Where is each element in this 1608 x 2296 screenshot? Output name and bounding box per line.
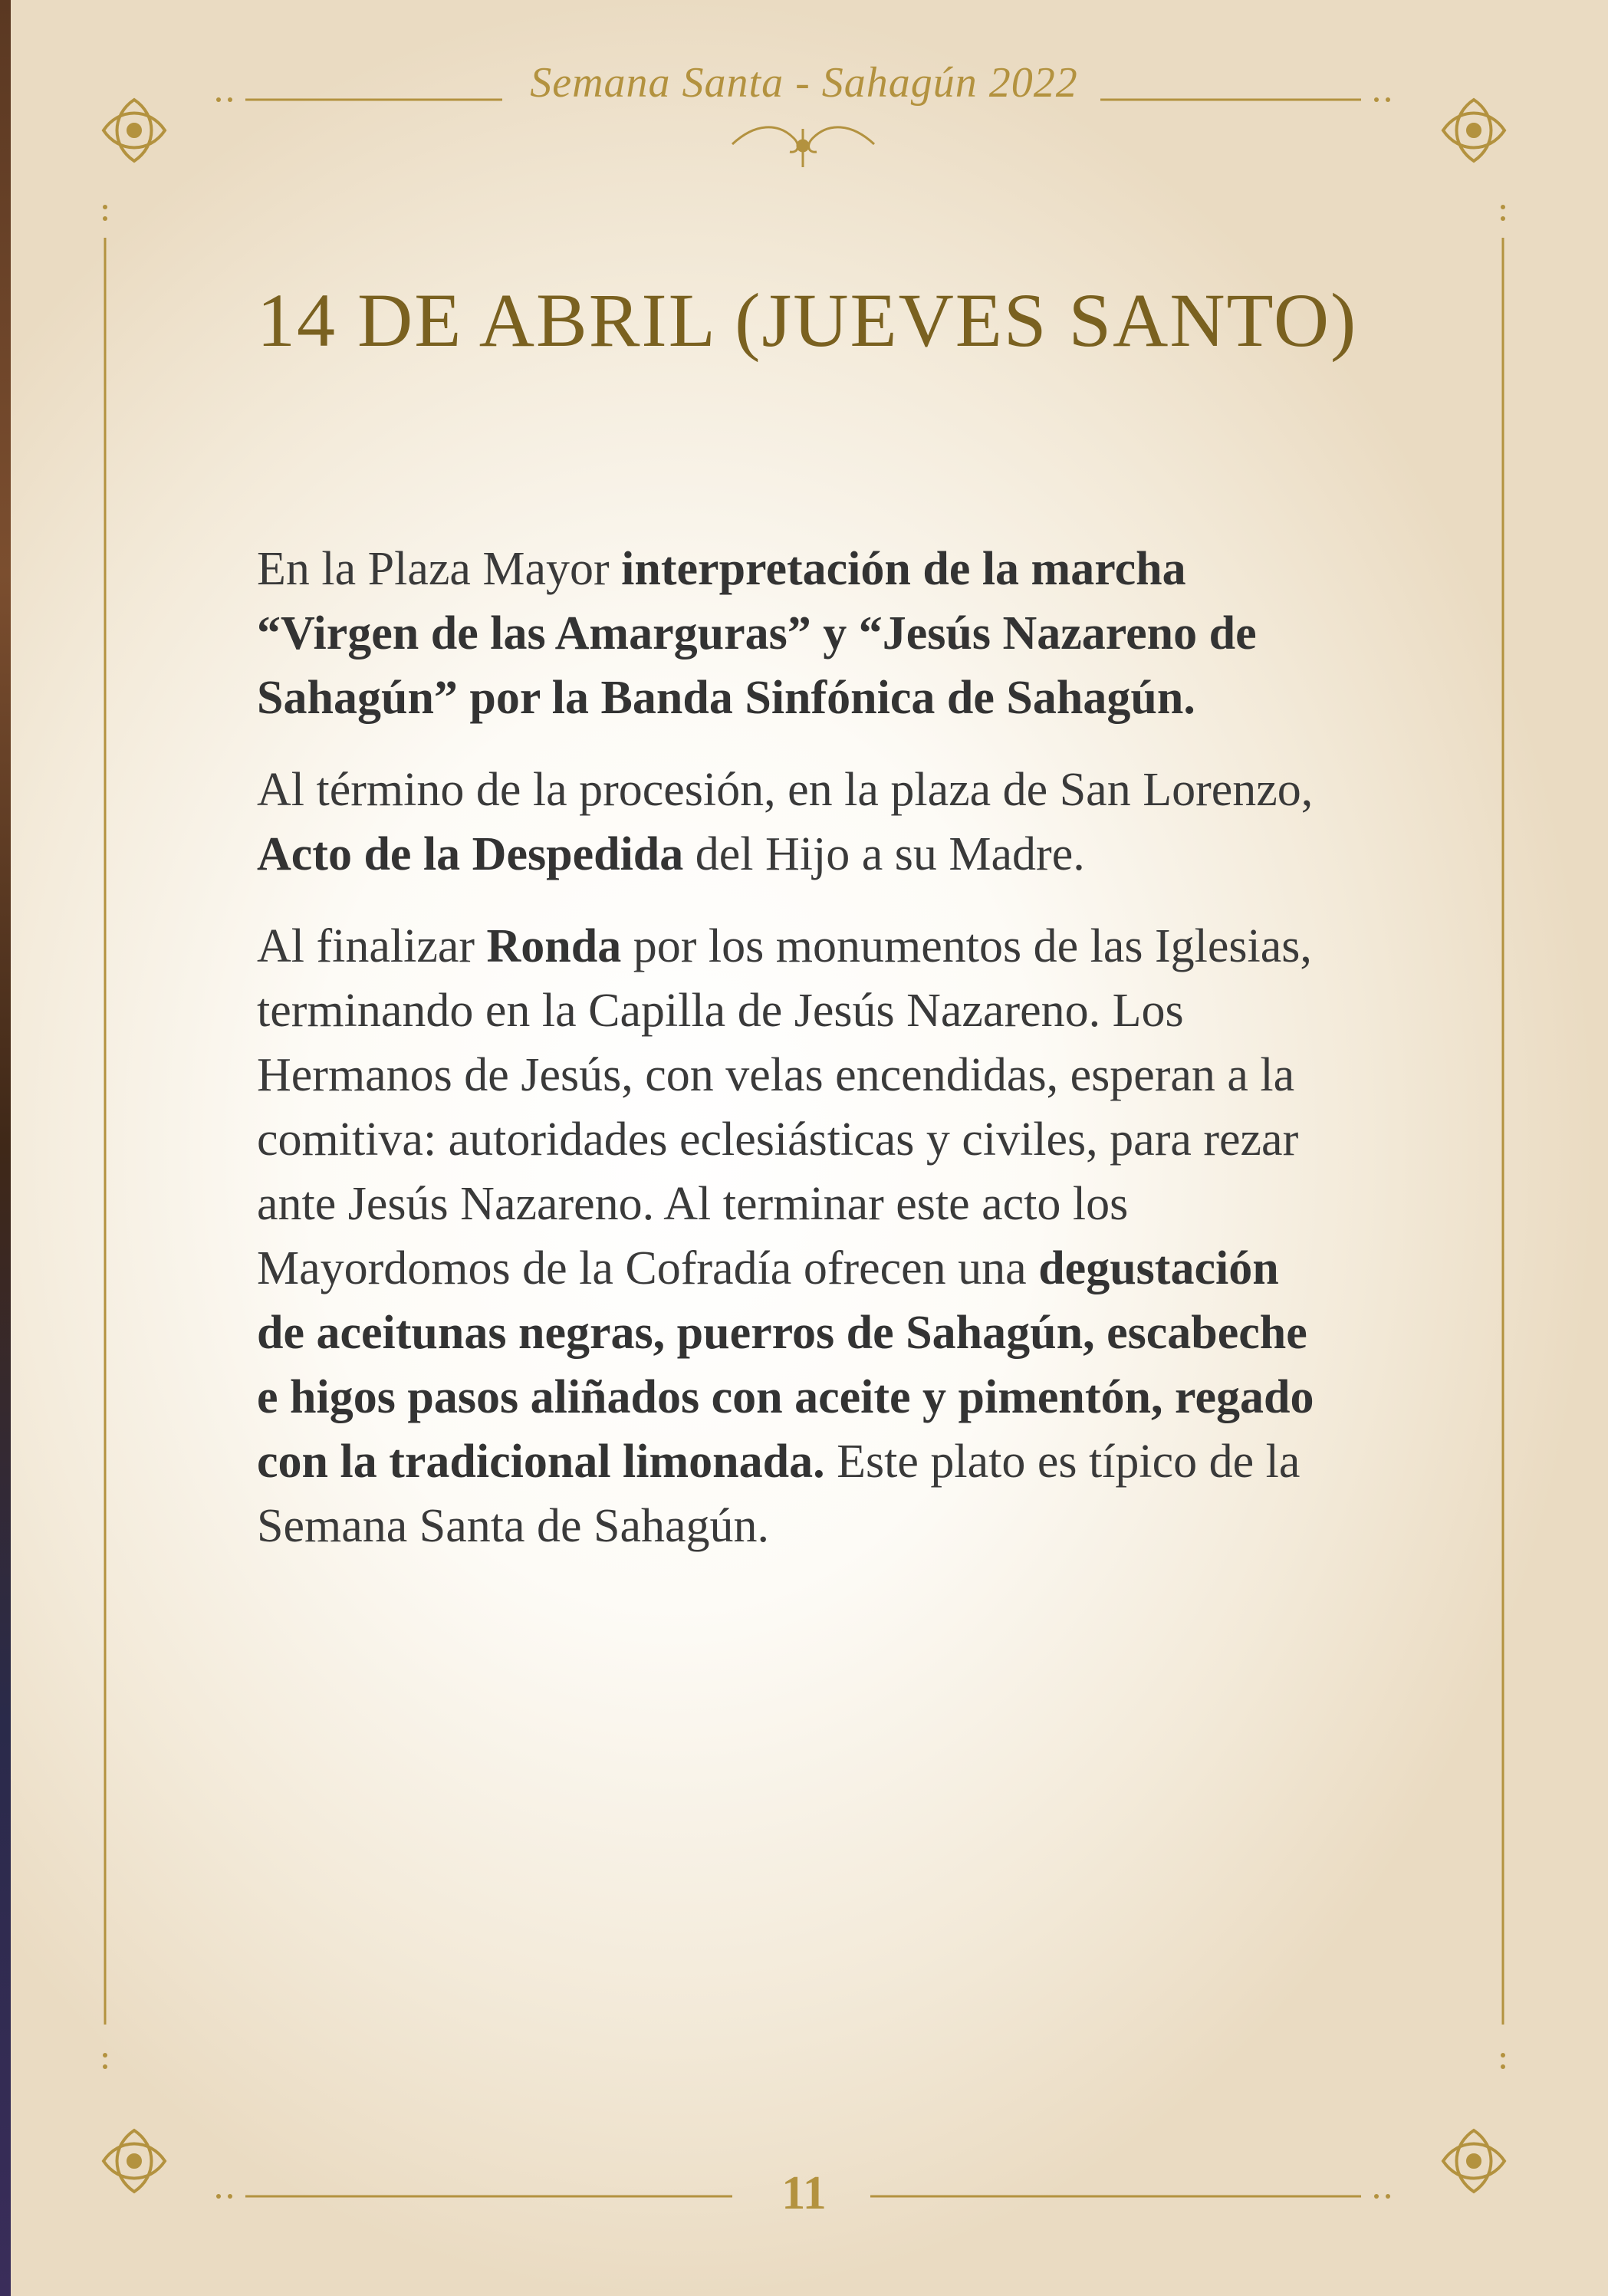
- paragraph-text: Este plato es típico de la Semana Santa de Sahagún.: [257, 1436, 1301, 1552]
- paragraph-bold-text: Ronda: [486, 920, 622, 972]
- running-header: Semana Santa - Sahagún 2022: [530, 59, 1078, 107]
- paragraph-text: En la Plaza Mayor: [257, 543, 622, 595]
- paragraph-3: [257, 914, 1330, 1558]
- paragraph-text: del Hijo a su Madre.: [683, 828, 1085, 880]
- page-title: 14 DE ABRIL (JUEVES SANTO): [257, 278, 1358, 363]
- paragraph-text: por los monumentos de las Iglesias, terminando en la Capilla de Jesús Nazareno. Los Hermanos de Jesús, con velas encendidas, esperan a la comitiva: autoridades eclesiásticas y civiles, para rezar ante Jesús Nazareno. Al terminar este acto los Mayordomos de la Cofradía ofrecen una: [257, 920, 1312, 1294]
- paragraph-text: Al término de la procesión, en la plaza de San Lorenzo,: [257, 764, 1314, 816]
- paragraph-bold-text: degustación de aceitunas negras, puerros de Sahagún, escabeche e higos pasos aliñados con aceite y pimentón, regado con la tradicional limonada.: [257, 1242, 1314, 1488]
- paragraph-1: [257, 537, 1330, 730]
- page-number: 11: [781, 2167, 827, 2219]
- paragraph-text: Al finalizar: [257, 920, 487, 972]
- paragraph-bold-text: interpretación de la marcha “Virgen de las Amarguras” y “Jesús Nazareno de Sahagún” por la Banda Sinfónica de Sahagún.: [257, 543, 1257, 724]
- header-flourish-icon: [732, 127, 874, 167]
- body-text: [257, 537, 1330, 1586]
- paragraph-2: [257, 758, 1330, 886]
- paragraph-bold-text: Acto de la Despedida: [257, 828, 684, 880]
